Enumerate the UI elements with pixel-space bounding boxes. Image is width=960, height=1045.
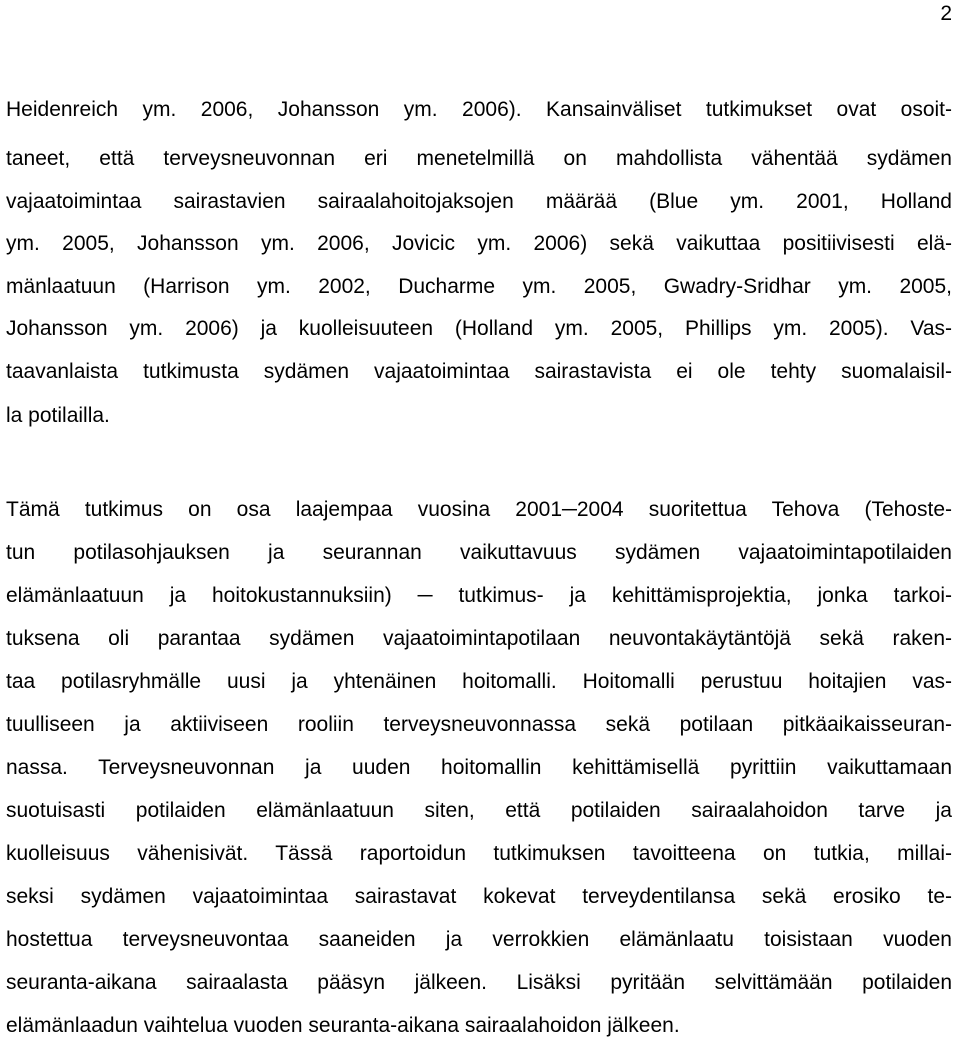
paragraph-2-line-12: seuranta-aikana sairaalasta pääsyn jälkeen. Lisäksi pyritään selvittämään potilaiden: [6, 971, 952, 994]
paragraph-2-line-9: kuolleisuus vähenisivät. Tässä raportoidun tutkimuksen tavoitteena on tutkia, millai-: [6, 842, 952, 865]
paragraph-1-line-4: ym. 2005, Johansson ym. 2006, Jovicic ym. 2006) sekä vaikuttaa positiivisesti elä-: [6, 232, 952, 255]
paragraph-2-line-4: tuksena oli parantaa sydämen vajaatoimintapotilaan neuvontakäytäntöjä sekä raken-: [6, 627, 952, 650]
paragraph-1-line-3: vajaatoimintaa sairastavien sairaalahoitojaksojen määrää (Blue ym. 2001, Holland: [6, 190, 952, 213]
paragraph-2-line-8: suotuisasti potilaiden elämänlaatuun siten, että potilaiden sairaalahoidon tarve ja: [6, 799, 952, 822]
paragraph-2-line-10: seksi sydämen vajaatoimintaa sairastavat kokevat terveydentilansa sekä erosiko te-: [6, 885, 952, 908]
paragraph-2-line-6: tuulliseen ja aktiiviseen rooliin terveysneuvonnassa sekä potilaan pitkäaikaisseuran-: [6, 713, 952, 736]
page-number: 2: [940, 2, 952, 25]
paragraph-1-line-2: taneet, että terveysneuvonnan eri menetelmillä on mahdollista vähentää sydämen: [6, 147, 952, 170]
paragraph-1-line-6: Johansson ym. 2006) ja kuolleisuuteen (Holland ym. 2005, Phillips ym. 2005). Vas-: [6, 317, 952, 340]
paragraph-2-line-1: Tämä tutkimus on osa laajempaa vuosina 2001─2004 suoritettua Tehova (Tehoste-: [6, 498, 952, 521]
paragraph-1-line-7: taavanlaista tutkimusta sydämen vajaatoimintaa sairastavista ei ole tehty suomalaisil-: [6, 360, 952, 383]
paragraph-1-line-1: Heidenreich ym. 2006, Johansson ym. 2006). Kansainväliset tutkimukset ovat osoit-: [6, 98, 952, 121]
paragraph-2-line-3: elämänlaatuun ja hoitokustannuksiin) ─ tutkimus- ja kehittämisprojektia, jonka tarkoi-: [6, 584, 952, 607]
paragraph-2-line-11: hostettua terveysneuvontaa saaneiden ja verrokkien elämänlaatu toisistaan vuoden: [6, 928, 952, 951]
paragraph-2-line-7: nassa. Terveysneuvonnan ja uuden hoitomallin kehittämisellä pyrittiin vaikuttamaan: [6, 756, 952, 779]
paragraph-2-line-13: elämänlaadun vaihtelua vuoden seuranta-aikana sairaalahoidon jälkeen.: [6, 1014, 680, 1037]
paragraph-2-line-5: taa potilasryhmälle uusi ja yhtenäinen hoitomalli. Hoitomalli perustuu hoitajien vas-: [6, 670, 952, 693]
paragraph-1-line-5: mänlaatuun (Harrison ym. 2002, Ducharme ym. 2005, Gwadry-Sridhar ym. 2005,: [6, 275, 952, 298]
paragraph-2-line-2: tun potilasohjauksen ja seurannan vaikuttavuus sydämen vajaatoimintapotilaiden: [6, 541, 952, 564]
paragraph-1-line-8: la potilailla.: [6, 404, 110, 427]
